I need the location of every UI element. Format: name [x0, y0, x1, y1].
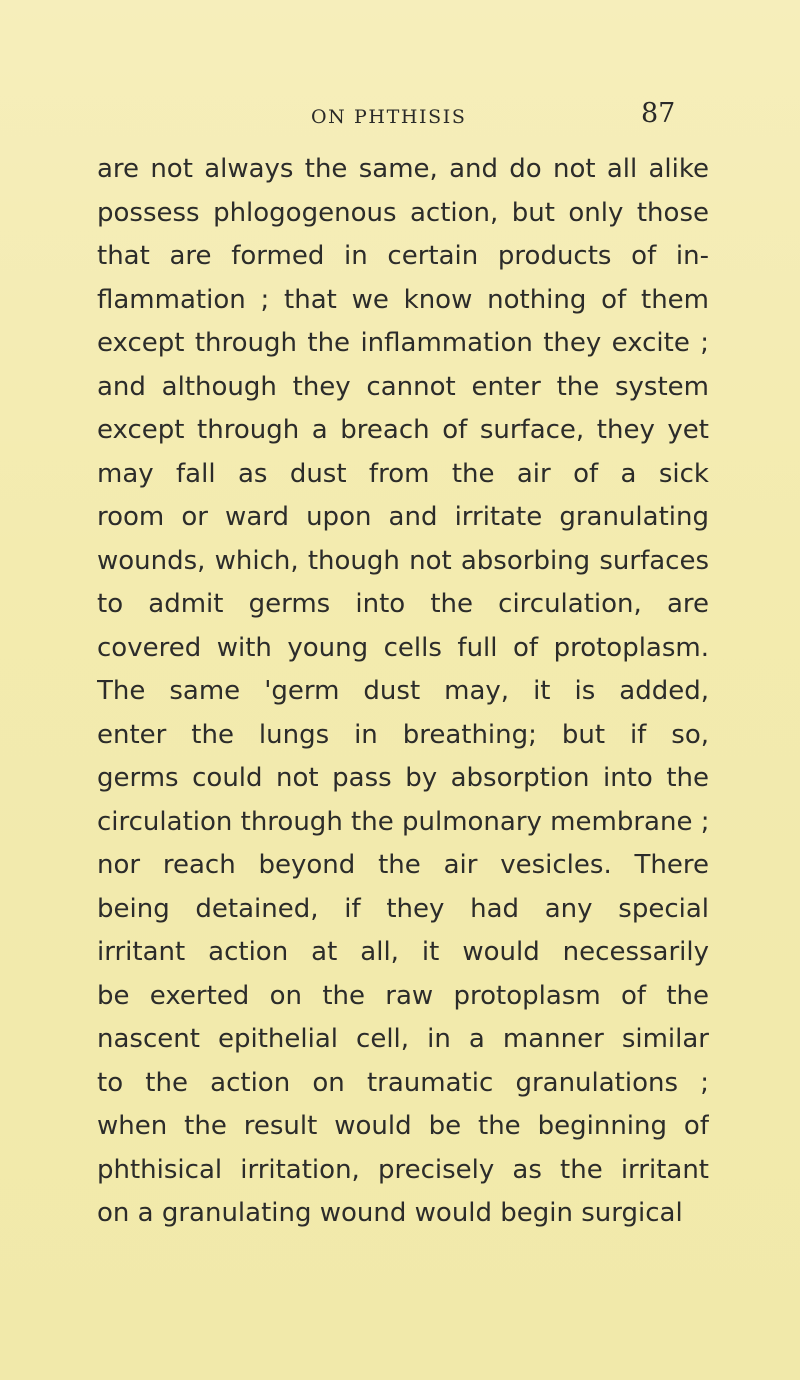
- text-line: flammation ; that we know nothing of them: [97, 284, 709, 315]
- header-title: ON PHTHISIS: [311, 106, 467, 128]
- text-line: circulation through the pulmonary membrane ;: [97, 806, 709, 837]
- text-line: nascent epithelial cell, in a manner similar: [97, 1024, 709, 1054]
- text-line: phthisical irritation, precisely as the irritant: [97, 1154, 709, 1185]
- text-line: to the action on traumatic granulations ;: [97, 1067, 709, 1098]
- text-line: except through the inflammation they excite ;: [97, 328, 709, 358]
- text-line: except through a breach of surface, they yet: [97, 415, 709, 445]
- text-line: germs could not pass by absorption into the: [97, 763, 709, 793]
- text-line: be exerted on the raw protoplasm of the: [97, 980, 709, 1011]
- text-line: nor reach beyond the air vesicles. There: [97, 850, 709, 880]
- text-line: possess phlogogenous action, but only those: [97, 197, 709, 228]
- text-line: are not always the same, and do not all alike: [97, 154, 709, 184]
- text-line: that are formed in certain products of in-: [97, 241, 709, 271]
- text-line: wounds, which, though not absorbing surfaces: [97, 545, 709, 576]
- text-line: covered with young cells full of protoplasm.: [97, 632, 709, 663]
- running-head: [0, 98, 800, 134]
- text-line: enter the lungs in breathing; but if so,: [97, 719, 709, 750]
- page-number: 87: [641, 98, 676, 129]
- text-line: irritant action at all, it would necessarily: [97, 937, 709, 967]
- text-line: room or ward upon and irritate granulating: [97, 502, 709, 532]
- text-line: may fall as dust from the air of a sick: [97, 458, 709, 489]
- text-line: The same 'germ dust may, it is added,: [97, 676, 709, 706]
- text-line: to admit germs into the circulation, are: [97, 589, 709, 619]
- text-line: being detained, if they had any special: [97, 893, 709, 924]
- text-line: when the result would be the beginning of: [97, 1111, 709, 1141]
- text-line: and although they cannot enter the system: [97, 371, 709, 402]
- body-text: [97, 148, 709, 1236]
- text-line: on a granulating wound would begin surgical: [97, 1198, 683, 1228]
